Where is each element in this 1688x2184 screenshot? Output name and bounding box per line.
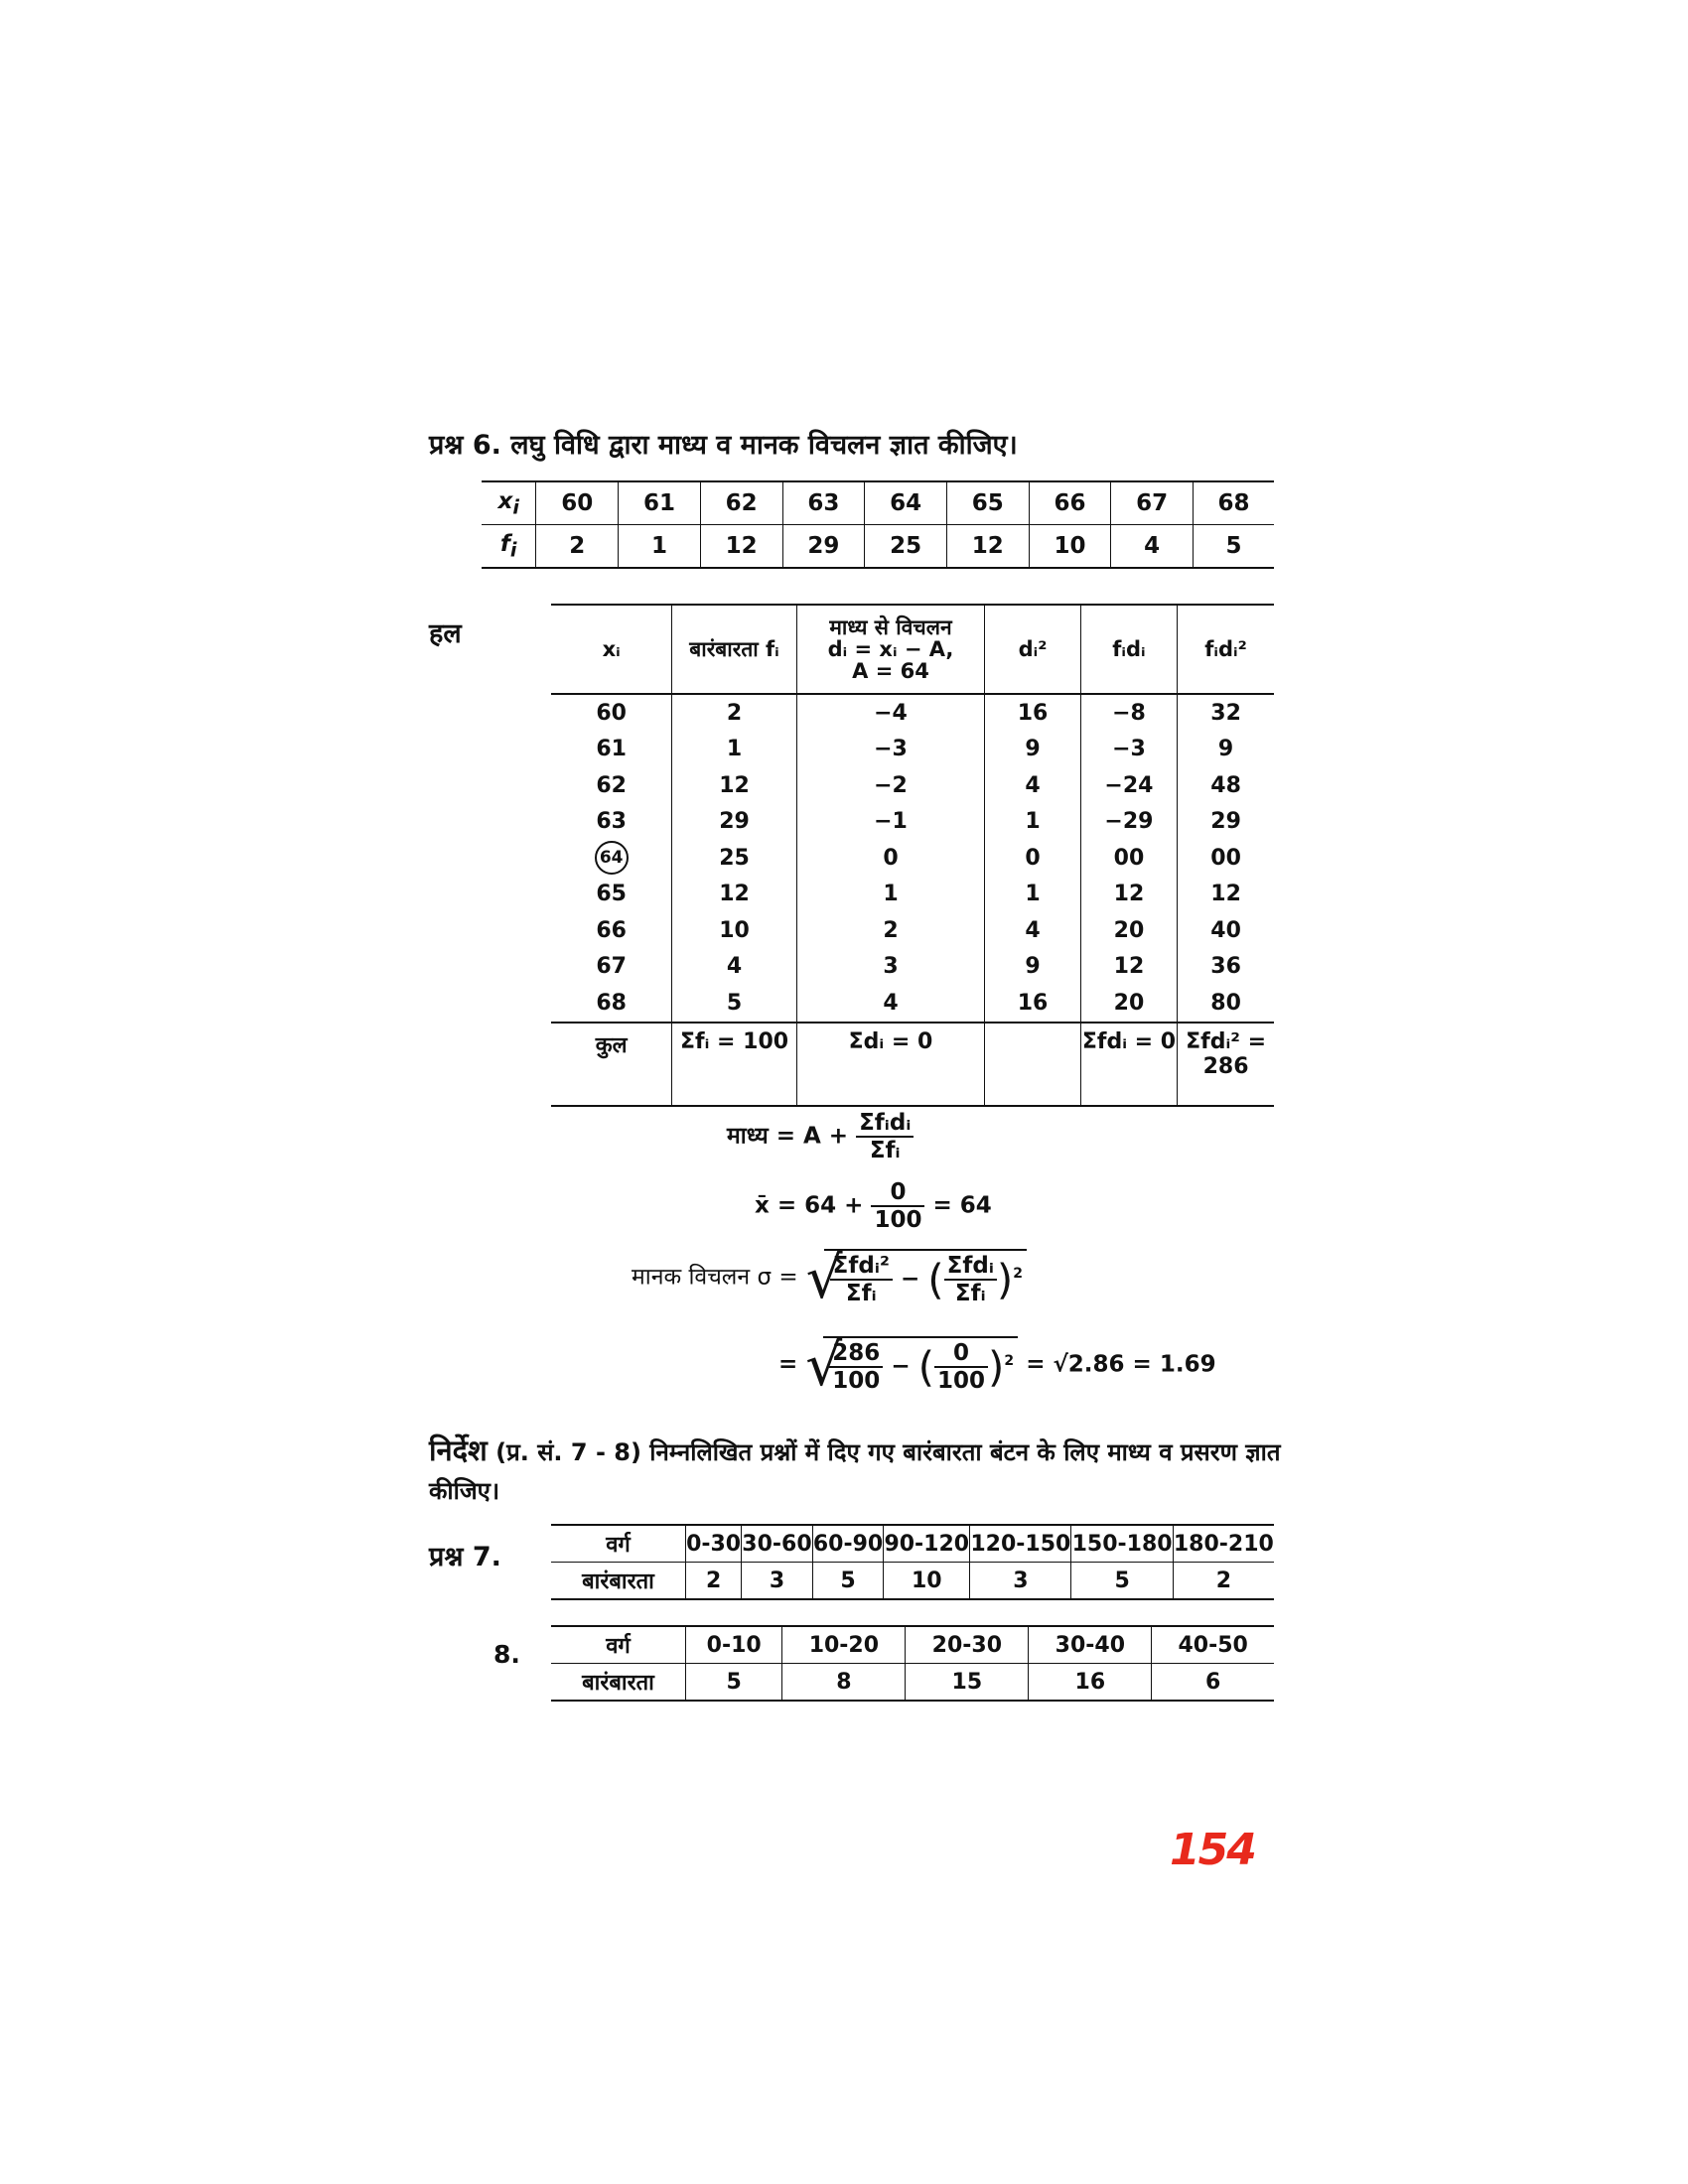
total-d: Σdᵢ = 0: [796, 1023, 985, 1106]
x-value: 68: [1194, 481, 1274, 525]
q8-class: 0-10: [686, 1626, 782, 1664]
solution-cell-fd: −8: [1080, 694, 1177, 732]
sd-label: मानक विचलन σ =: [632, 1264, 798, 1291]
square-exponent: 2: [1004, 1352, 1015, 1369]
square-exponent: 2: [1013, 1265, 1024, 1282]
f-value: 5: [1194, 525, 1274, 569]
sd-denominator-1: Σfᵢ: [845, 1281, 877, 1306]
solution-cell-d2: 0: [985, 840, 1081, 877]
mean-numerator: Σfᵢdᵢ: [856, 1110, 914, 1138]
xbar-lhs: x̄ = 64 +: [755, 1192, 864, 1219]
q7-class: 60-90: [812, 1525, 884, 1563]
xbar-numerator: 0: [871, 1179, 924, 1207]
solution-cell-fd: 12: [1080, 949, 1177, 986]
header-deviation-line1: माध्य से विचलन: [829, 614, 952, 639]
solution-cell-x: 62: [551, 767, 672, 804]
x-value: 63: [782, 481, 865, 525]
solution-cell-fd2: 12: [1178, 877, 1274, 913]
q8-freq: 16: [1029, 1664, 1152, 1702]
total-fd2: [1178, 1023, 1274, 1106]
solution-row: [551, 985, 1274, 1023]
q8-table: [551, 1625, 1274, 1702]
sd2-numerator-2: 0: [934, 1340, 988, 1368]
q8-freq: 6: [1152, 1664, 1274, 1702]
mean-formula: [727, 1110, 914, 1163]
total-f: Σfᵢ = 100: [672, 1023, 796, 1106]
sqrt-sign: √: [805, 1331, 843, 1399]
xbar-formula: [755, 1179, 992, 1233]
q7-freq-row: [551, 1563, 1274, 1600]
f-value: 12: [946, 525, 1029, 569]
f-value: 29: [782, 525, 865, 569]
f-value: 1: [619, 525, 701, 569]
q7-freq: 3: [742, 1563, 813, 1600]
solution-cell-x: 61: [551, 732, 672, 768]
solution-cell-d: −3: [796, 732, 985, 768]
solution-cell-fd2: 00: [1178, 840, 1274, 877]
solution-cell-d: −4: [796, 694, 985, 732]
q7-class-row: [551, 1525, 1274, 1563]
right-paren: ): [988, 1342, 1005, 1392]
q7-class: 120-150: [970, 1525, 1071, 1563]
solution-cell-fd: −3: [1080, 732, 1177, 768]
q8-class: 30-40: [1029, 1626, 1152, 1664]
f-label: $f_i$: [482, 525, 536, 569]
total-fd2-label: Σfdᵢ² =: [1186, 1028, 1267, 1054]
minus-sign: −: [900, 1266, 920, 1293]
solution-row: [551, 840, 1274, 877]
solution-cell-fd2: 9: [1178, 732, 1274, 768]
total-fd2-value: 286: [1202, 1053, 1249, 1079]
q6-data-table: [482, 480, 1274, 569]
q8-freq: 15: [906, 1664, 1029, 1702]
mean-fraction: [856, 1110, 914, 1163]
solution-cell-d: 2: [796, 912, 985, 949]
solution-body: [551, 694, 1274, 1106]
sd2-fraction-2: [934, 1340, 988, 1394]
solution-row: [551, 732, 1274, 768]
q7-class: 0-30: [686, 1525, 742, 1563]
directions-paragraph: [429, 1430, 1283, 1509]
x-value: 67: [1111, 481, 1194, 525]
page-number: 154: [1170, 1825, 1255, 1875]
solution-cell-x: 65: [551, 877, 672, 913]
q7-freq: 10: [884, 1563, 970, 1600]
f-value: 12: [700, 525, 782, 569]
solution-cell-f: 2: [672, 694, 796, 732]
q7-class: 90-120: [884, 1525, 970, 1563]
xbar-fraction: [871, 1179, 924, 1233]
xbar-denominator: 100: [874, 1207, 922, 1233]
f-value: 2: [536, 525, 619, 569]
directions-text: (प्र. सं. 7 - 8) निम्नलिखित प्रश्नों में दिए गए बारंबारता बंटन के लिए माध्य व प्रसरण ज्ञात कीजिए।: [429, 1438, 1281, 1505]
sd2-equals: =: [778, 1351, 798, 1378]
sd-denominator-2: Σfᵢ: [954, 1281, 986, 1306]
solution-cell-f: 29: [672, 804, 796, 841]
q7-table: [551, 1524, 1274, 1600]
x-value: 66: [1029, 481, 1111, 525]
q8-class-label: वर्ग: [551, 1626, 686, 1664]
solution-row: [551, 694, 1274, 732]
sd2-rhs: = √2.86 = 1.69: [1026, 1351, 1216, 1378]
solution-cell-d2: 1: [985, 804, 1081, 841]
left-paren: (: [927, 1255, 944, 1304]
solution-cell-f: 12: [672, 877, 796, 913]
solution-cell-x: 68: [551, 985, 672, 1023]
q7-freq: 3: [970, 1563, 1071, 1600]
solution-cell-x: 67: [551, 949, 672, 986]
q8-class: 40-50: [1152, 1626, 1274, 1664]
q7-class-label: वर्ग: [551, 1525, 686, 1563]
header-di2: dᵢ²: [985, 605, 1081, 694]
q8-class: 10-20: [782, 1626, 906, 1664]
solution-cell-fd: 20: [1080, 985, 1177, 1023]
xbar-rhs: = 64: [932, 1192, 992, 1219]
x-value: 65: [946, 481, 1029, 525]
solution-cell-d2: 16: [985, 694, 1081, 732]
header-deviation-line2: dᵢ = xᵢ − A,: [827, 636, 954, 661]
q7-freq: 2: [1173, 1563, 1274, 1600]
f-value: 25: [865, 525, 947, 569]
solution-cell-d: 3: [796, 949, 985, 986]
solution-cell-fd2: 36: [1178, 949, 1274, 986]
solution-cell-d2: 9: [985, 949, 1081, 986]
sqrt-sign: √: [805, 1244, 843, 1311]
q8-freq: 8: [782, 1664, 906, 1702]
x-label: $x_i$: [482, 481, 536, 525]
solution-cell-fd: −29: [1080, 804, 1177, 841]
solution-cell-d2: 4: [985, 912, 1081, 949]
solution-cell-fd: 20: [1080, 912, 1177, 949]
solution-cell-x: 60: [551, 694, 672, 732]
solution-cell-f: 1: [672, 732, 796, 768]
f-value: 4: [1111, 525, 1194, 569]
x-value: 62: [700, 481, 782, 525]
solution-cell-fd2: 29: [1178, 804, 1274, 841]
solution-cell-d: −1: [796, 804, 985, 841]
q8-freq-label: बारंबारता: [551, 1664, 686, 1702]
left-paren: (: [917, 1342, 935, 1392]
q7-class: 150-180: [1071, 1525, 1173, 1563]
sd2-denominator-1: 100: [832, 1368, 881, 1394]
header-fidi: fᵢdᵢ: [1080, 605, 1177, 694]
header-frequency: बारंबारता fᵢ: [672, 605, 796, 694]
sd-radical: [805, 1244, 1027, 1311]
q7-freq-label: बारंबारता: [551, 1563, 686, 1600]
solution-cell-fd2: 80: [1178, 985, 1274, 1023]
solution-row: [551, 767, 1274, 804]
x-value: 60: [536, 481, 619, 525]
solution-cell-d: 1: [796, 877, 985, 913]
solution-row: [551, 877, 1274, 913]
x-value: 61: [619, 481, 701, 525]
total-d2: [985, 1023, 1081, 1106]
sd2-numerator-1: 286: [829, 1340, 883, 1368]
sd-formula: [632, 1244, 1027, 1311]
header-fidi2: fᵢdᵢ²: [1178, 605, 1274, 694]
sd2-radical: [805, 1331, 1018, 1399]
sd2-radicand: [823, 1336, 1018, 1394]
solution-cell-d2: 16: [985, 985, 1081, 1023]
sd2-denominator-2: 100: [937, 1368, 986, 1394]
solution-cell-f: 12: [672, 767, 796, 804]
header-deviation: [796, 605, 985, 694]
directions-heading: निर्देश: [429, 1433, 488, 1467]
q8-freq: 5: [686, 1664, 782, 1702]
solution-cell-d2: 1: [985, 877, 1081, 913]
sd-evaluation: [778, 1331, 1216, 1399]
solution-cell-d: 4: [796, 985, 985, 1023]
question-6-title: प्रश्न 6. लघु विधि द्वारा माध्य व मानक विचलन ज्ञात कीजिए।: [429, 430, 1018, 461]
total-label: कुल: [551, 1023, 672, 1106]
q8-class-row: [551, 1626, 1274, 1664]
sd-numerator-2: Σfdᵢ: [944, 1253, 997, 1281]
assumed-mean-circle: 64: [595, 841, 629, 875]
q7-class: 30-60: [742, 1525, 813, 1563]
question-7-label: प्रश्न 7.: [429, 1542, 501, 1572]
solution-cell-x: 63: [551, 804, 672, 841]
right-paren: ): [996, 1255, 1014, 1304]
q8-freq-row: [551, 1664, 1274, 1702]
solution-cell-x: 66: [551, 912, 672, 949]
sd-radicand: [824, 1249, 1027, 1306]
solution-table: [551, 604, 1274, 1107]
solution-cell-x: [551, 840, 672, 877]
solution-header-row: [551, 605, 1274, 694]
solution-cell-fd: −24: [1080, 767, 1177, 804]
f-value: 10: [1029, 525, 1111, 569]
solution-cell-f: 4: [672, 949, 796, 986]
q7-freq: 2: [686, 1563, 742, 1600]
solution-cell-f: 5: [672, 985, 796, 1023]
total-fd: Σfdᵢ = 0: [1080, 1023, 1177, 1106]
solution-cell-d2: 4: [985, 767, 1081, 804]
q7-freq: 5: [1071, 1563, 1173, 1600]
question-8-label: 8.: [493, 1640, 520, 1669]
x-row: [482, 481, 1274, 525]
sd-fraction-2: [944, 1253, 997, 1306]
solution-cell-d: 0: [796, 840, 985, 877]
solution-row: [551, 912, 1274, 949]
solution-cell-fd: 00: [1080, 840, 1177, 877]
header-xi: xᵢ: [551, 605, 672, 694]
solution-cell-fd2: 40: [1178, 912, 1274, 949]
solution-cell-d2: 9: [985, 732, 1081, 768]
q7-class: 180-210: [1173, 1525, 1274, 1563]
solution-label: हल: [429, 618, 462, 649]
solution-cell-fd2: 32: [1178, 694, 1274, 732]
q8-class: 20-30: [906, 1626, 1029, 1664]
header-deviation-line3: A = 64: [852, 659, 929, 684]
q7-freq: 5: [812, 1563, 884, 1600]
sd-numerator-1: Σfdᵢ²: [830, 1253, 893, 1281]
solution-cell-f: 25: [672, 840, 796, 877]
mean-label: माध्य = A +: [727, 1123, 849, 1150]
x-value: 64: [865, 481, 947, 525]
minus-sign: −: [891, 1353, 911, 1380]
solution-row: [551, 804, 1274, 841]
solution-cell-f: 10: [672, 912, 796, 949]
solution-cell-d: −2: [796, 767, 985, 804]
solution-cell-fd2: 48: [1178, 767, 1274, 804]
solution-row: [551, 949, 1274, 986]
solution-cell-fd: 12: [1080, 877, 1177, 913]
solution-total-row: [551, 1023, 1274, 1106]
f-row: [482, 525, 1274, 569]
mean-denominator: Σfᵢ: [869, 1138, 901, 1163]
